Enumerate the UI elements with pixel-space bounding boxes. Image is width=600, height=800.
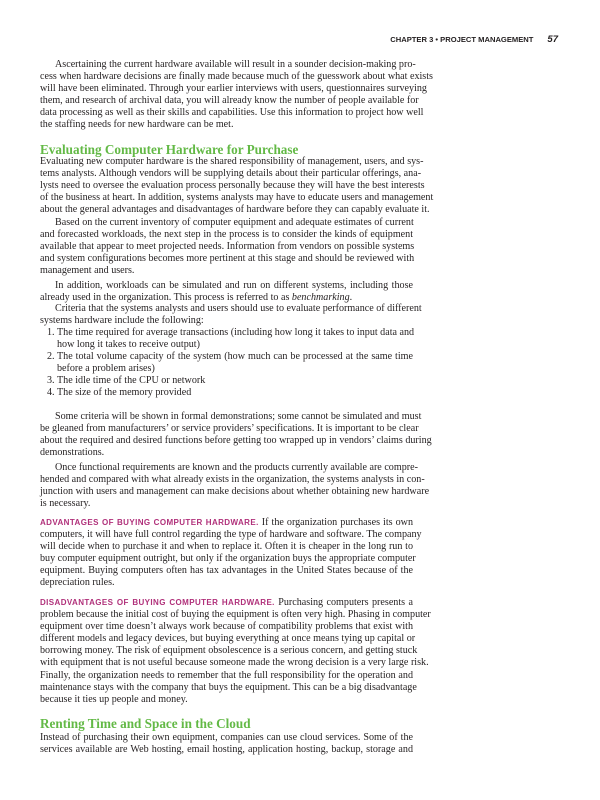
text-line	[40, 577, 413, 589]
line-text: Instead of purchasing their own equipment, companies can use cloud services. Some of the	[40, 732, 413, 743]
text-line	[40, 423, 419, 435]
section-heading-block	[40, 717, 413, 731]
text-line	[40, 657, 429, 669]
chapter-title: CHAPTER 3 • PROJECT MANAGEMENT	[390, 35, 534, 44]
line-text: hended and compared with what already exists in the organization, the systems analysts in con-	[40, 474, 425, 486]
line-text: demonstrations.	[40, 447, 105, 459]
text-line	[40, 180, 425, 192]
line-text: equipment. Buying computers often has tax advantages in the United States because of the	[40, 565, 413, 577]
text-line	[40, 315, 413, 327]
text-line	[40, 241, 413, 253]
text-line	[40, 107, 424, 119]
text-line	[40, 447, 413, 459]
line-text: about the required and desired functions before getting too wrapped up in vendors’ claims during	[40, 435, 432, 447]
text-line	[40, 265, 413, 277]
list-item-line: 3. The idle time of the CPU or network	[47, 375, 206, 387]
text-line	[40, 217, 413, 229]
list-item-line	[40, 339, 413, 351]
text-line	[40, 694, 413, 706]
line-text: If the organization purchases its own	[258, 517, 414, 528]
text-line	[40, 83, 427, 95]
line-text: lysts need to oversee the evaluation process personally because they will have the best interests	[40, 180, 425, 192]
text-line	[40, 621, 413, 633]
paragraph	[40, 517, 422, 590]
text-line	[40, 59, 416, 71]
text-line	[40, 633, 416, 645]
run-in-heading: DISADVANTAGES OF BUYING COMPUTER HARDWARE.	[40, 598, 275, 607]
paragraph	[40, 59, 433, 132]
text-line	[40, 732, 413, 744]
text-line	[40, 156, 424, 168]
text-line	[40, 597, 413, 609]
line-text: borrowing money. The risk of equipment obsolescence is a serious concern, and getting stuck	[40, 645, 418, 657]
text-line	[40, 95, 419, 107]
text-line	[40, 462, 418, 474]
text-line	[40, 253, 413, 265]
line-text: Once functional requirements are known and the products currently available are compre-	[55, 462, 418, 473]
line-text: junction with users and management can make decisions about whether obtaining new hardware	[40, 486, 430, 498]
line-text: is necessary.	[40, 498, 91, 510]
paragraph	[40, 411, 432, 459]
text-line	[40, 498, 413, 510]
line-text: management and users.	[40, 265, 135, 277]
line-text: equipment over time doesn’t always work because of compatibility problems that exist with	[40, 621, 413, 633]
text-line	[40, 670, 413, 682]
line-text: will decide when to purchase it and when to replace it. Often it is cheaper in the long run to	[40, 541, 413, 553]
line-text: about the general advantages and disadvantages of hardware before they can capably evaluate it.	[40, 204, 430, 216]
line-text: already used in the organization. This process is referred to as	[40, 292, 292, 304]
paragraph	[40, 156, 434, 216]
paragraph	[40, 303, 422, 327]
text-line	[40, 474, 425, 486]
line-text: and forecasted workloads, the next step in the process is to consider the kinds of equipment	[40, 229, 413, 241]
list-item-text: The time required for average transactions (including how long it takes to input data and	[57, 327, 415, 338]
line-text: cess when hardware decisions are finally made because much of the guesswork about what exists	[40, 71, 433, 83]
page-number: 57	[547, 34, 558, 45]
line-text: Purchasing computers presents a	[274, 597, 413, 608]
text-line	[40, 435, 432, 447]
text-line	[40, 119, 413, 131]
paragraph	[40, 217, 413, 277]
line-text: systems hardware include the following:	[40, 315, 204, 327]
line-text: and system configurations becomes more pertinent at this stage and should be reviewed with	[40, 253, 415, 265]
running-header	[390, 34, 558, 45]
line-text: Criteria that the systems analysts and users should use to evaluate performance of different	[55, 303, 422, 314]
text-line	[40, 681, 417, 694]
line-text: the staffing needs for new hardware can be met.	[40, 119, 234, 131]
text-line	[40, 229, 413, 241]
emphasis-term: benchmarking	[291, 292, 350, 304]
text-line	[40, 168, 422, 180]
list-item-text: The idle time of the CPU or network	[57, 375, 206, 387]
list-item-line: 4. The size of the memory provided	[47, 387, 192, 399]
text-line	[40, 303, 422, 315]
line-text: will have been eliminated. Through your earlier interviews with users, questionnaires surveying	[40, 83, 427, 95]
line-text: different models and legacy devices, but buying everything at once means tying up capital or	[40, 633, 416, 645]
text-line	[40, 71, 433, 83]
line-text: Evaluating new computer hardware is the shared responsibility of management, users, and sys-	[40, 156, 424, 167]
line-text: Ascertaining the current hardware available will result in a sounder decision-making pro-	[55, 59, 416, 70]
line-text: them, and research of archival data, you will already know the number of people available for	[40, 95, 419, 107]
line-text: problem because the initial cost of buying the equipment is often very high. Phasing in computer	[40, 609, 431, 621]
line-text: Some criteria will be shown in formal demonstrations; some cannot be simulated and must	[55, 411, 422, 422]
text-line	[40, 645, 418, 657]
list-item-line: 2. The total volume capacity of the system (how much can be processed at the same time	[47, 351, 413, 363]
text-line	[40, 565, 413, 577]
text-line	[40, 529, 422, 541]
list-item-line	[40, 363, 413, 375]
list-item-text: The total volume capacity of the system (how much can be processed at the same time	[57, 351, 413, 363]
line-text: tems analysts. Although vendors will be supplying details about their particular offerings, ana-	[40, 168, 422, 180]
line-text: of the business at heart. In addition, systems analysts may have to educate users and management	[40, 192, 434, 204]
text-line	[40, 192, 434, 204]
text-line	[40, 609, 431, 621]
text-line	[40, 280, 413, 292]
line-text: be gleaned from manufacturers’ or service providers’ specifications. It is important to be clear	[40, 423, 419, 435]
paragraph	[40, 462, 430, 510]
list-item-text: how long it takes to receive output)	[57, 339, 200, 351]
list-item-text: The size of the memory provided	[57, 387, 192, 399]
list-item-text: before a problem arises)	[57, 363, 155, 375]
run-in-heading: ADVANTAGES OF BUYING COMPUTER HARDWARE.	[40, 518, 259, 527]
section-heading: Evaluating Computer Hardware for Purchase	[40, 142, 299, 157]
line-text: buy computer equipment outright, but only if the organization buys the appropriate computer	[40, 553, 416, 565]
line-text: Based on the current inventory of computer equipment and adequate estimates of current	[55, 217, 414, 228]
paragraph	[40, 280, 413, 304]
text-line	[40, 541, 413, 553]
paragraph	[40, 597, 431, 706]
section-heading: Renting Time and Space in the Cloud	[40, 716, 251, 731]
criteria-list	[40, 327, 413, 400]
section-heading-block	[40, 143, 413, 157]
line-text: with equipment that is not useful because someone made the wrong decision is a very large risk.	[40, 657, 429, 669]
line-text: services available are Web hosting, email hosting, application hosting, backup, storage and	[40, 744, 413, 756]
line-text: available that appear to meet projected needs. Information from vendors on possible systems	[40, 241, 415, 253]
line-text: maintenance stays with the company that buys the equipment. This can be a big disadvantage	[40, 681, 417, 693]
line-text: depreciation rules.	[40, 577, 115, 589]
text-line	[40, 744, 413, 756]
text-line	[40, 486, 430, 498]
text-line	[40, 204, 430, 216]
line-text: Finally, the organization needs to remember that the full responsibility for the operation and	[40, 669, 413, 681]
paragraph	[40, 732, 413, 756]
line-text: data processing as well as their skills and capabilities. Use this information to project how well	[40, 107, 424, 119]
line-text: In addition, workloads can be simulated and run on different systems, including those	[55, 280, 413, 291]
text-line	[40, 553, 416, 565]
line-text: because it ties up people and money.	[40, 693, 188, 705]
text-line	[40, 517, 413, 529]
list-item-line: 1. The time required for average transactions (including how long it takes to input data and	[47, 327, 415, 338]
line-text: .	[349, 292, 353, 304]
line-text: computers, it will have full control regarding the type of hardware and software. The company	[40, 529, 422, 541]
text-line	[40, 411, 422, 423]
